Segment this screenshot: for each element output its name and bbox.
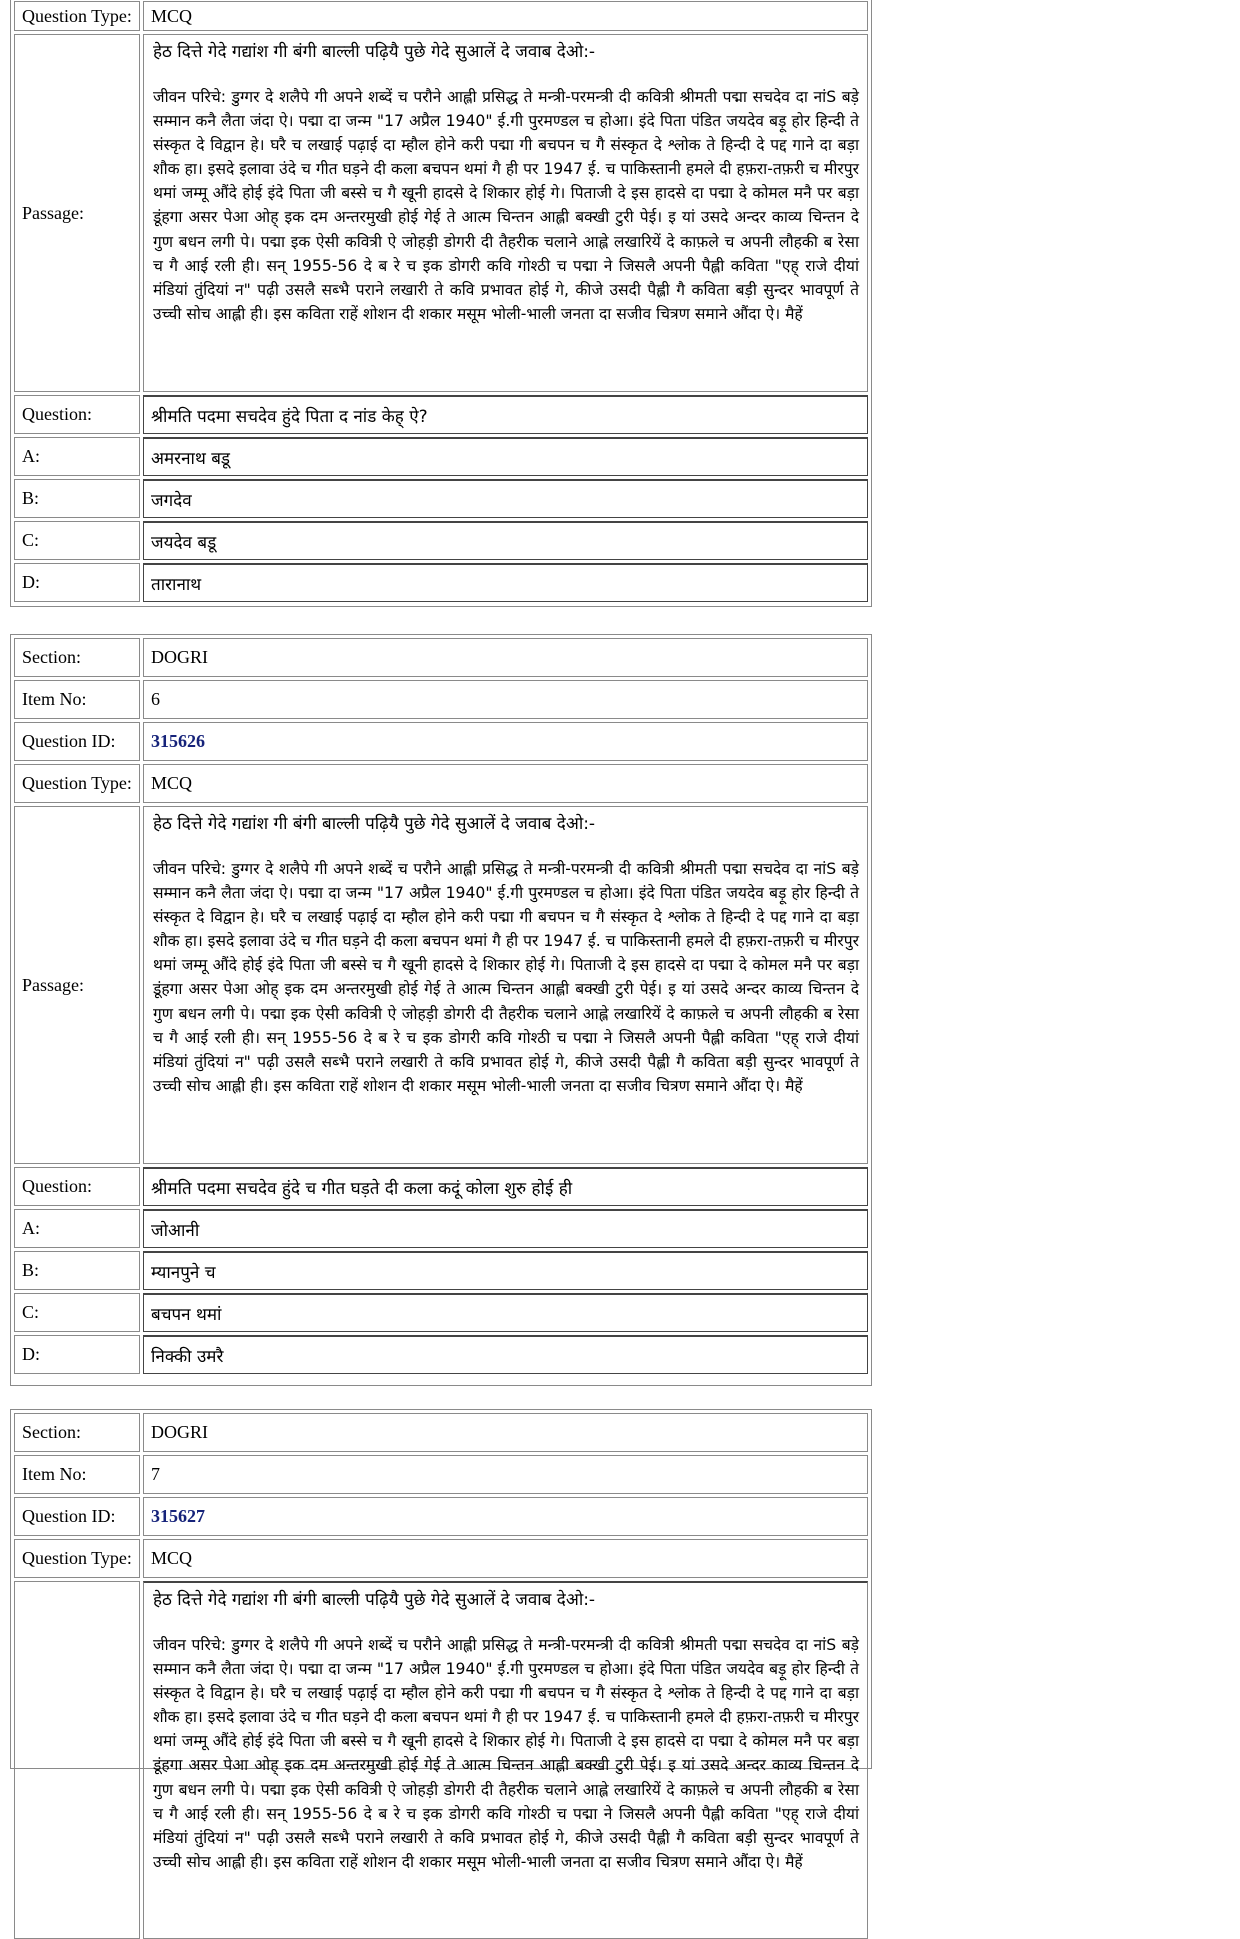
question-text: श्रीमति पदमा सचदेव हुंदे पिता द नांड केह् ऐ? — [143, 395, 868, 434]
section-label: Section: — [14, 1413, 140, 1452]
section-value: DOGRI — [143, 1413, 868, 1452]
passage-intro: हेठ दित्ते गेदे गद्यांश गी बंगी बाल्ली पढ़ियै पुछे गेदे सुआलें दे जवाब देओ:- — [153, 42, 596, 62]
question-block-5 — [10, 0, 872, 607]
question-type-label: Question Type: — [14, 764, 140, 803]
question-label: Question: — [14, 395, 140, 434]
option-a-label: A: — [14, 437, 140, 476]
option-b-label: B: — [14, 479, 140, 518]
option-b-text: जगदेव — [143, 479, 868, 518]
passage-text — [143, 34, 868, 392]
option-c-label: C: — [14, 1293, 140, 1332]
option-c-text: जयदेव बडू — [143, 521, 868, 560]
option-d-text: तारानाथ — [143, 563, 868, 602]
passage-label — [14, 1581, 140, 1939]
option-d-label: D: — [14, 1335, 140, 1374]
passage-label: Passage: — [14, 806, 140, 1164]
section-label: Section: — [14, 638, 140, 677]
passage-text — [143, 1581, 868, 1939]
passage-body: जीवन परिचे: डुग्गर दे शलैपे गी अपने शब्दें च परौने आह्ली प्रसिद्ध ते मन्त्री-परमन्त्री दी कवित्री श्रीमती पद्मा सचदेव दा नांS बड़े सम्मान कनै लैता जंदा ऐ। पद्मा दा जन्म "17 अप्रैल 1940" ई.गी पुरमण्डल च होआ। इंदे पिता पंडित जयदेव बड़ू होर हिन्दी ते संस्कृत दे विद्वान हे। घरै च लखाई पढ़ाई दा म्हौल होने करी पद्मा गी बचपन च गै संस्कृत दे श्लोक ते हिन्दी दे पद्द गाने दा बड़ा शौक हा। इसदे इलावा उंदे च गीत घड़ने दी कला बचपन थमां गै ही पर 1947 ई. च पाकिस्तानी हमले दी हफ़रा-तफ़री च मीरपुर थमां जम्मू औंदे होई इंदे पिता जी बस्से च गै खूनी हादसे दे शिकार होई गे। पिताजी दे इस हादसे दा पद्मा दे कोमल मनै पर बड़ा डूंहगा असर पेआ ओह् इक दम अन्तरमुखी होई गेई ते आत्म चिन्तन आह्ली बक्खी टुरी पेई। इ यां उसदे अन्दर काव्य चिन्तन दे गुण बधन लगी पे। पद्मा इक ऐसी कवित्री ऐ जोहड़ी डोगरी दी तैहरीक चलाने आह्ले लखारियें दे काफ़ले च अपनी लौहकी ब रेसा च गै आई रली ही। सन् 1955-56 दे ब रे च इक डोगरी कवि गोश्ठी च पद्मा ने जिसलै अपनी पैह्ली कविता "एह् राजे दीयां मंडियां तुंदियां न" पढ़ी उसलै सब्भै पराने लखारी ते कवि प्रभावत होई गे, कीजे उसदी पैह्ली गै कविता बड़ी सुन्दर भावपूर्ण ते उच्ची सोच आह्ली ही। इस कविता राहें शोशन दी शकार मसूम भोली-भाली जनता दा सजीव चित्रण समाने औंदा ऐ। मैहें — [153, 88, 859, 323]
option-a-label: A: — [14, 1209, 140, 1248]
passage-intro: हेठ दित्ते गेदे गद्यांश गी बंगी बाल्ली पढ़ियै पुछे गेदे सुआलें दे जवाब देओ:- — [153, 1590, 596, 1610]
passage-body: जीवन परिचे: डुग्गर दे शलैपे गी अपने शब्दें च परौने आह्ली प्रसिद्ध ते मन्त्री-परमन्त्री दी कवित्री श्रीमती पद्मा सचदेव दा नांS बड़े सम्मान कनै लैता जंदा ऐ। पद्मा दा जन्म "17 अप्रैल 1940" ई.गी पुरमण्डल च होआ। इंदे पिता पंडित जयदेव बड़ू होर हिन्दी ते संस्कृत दे विद्वान हे। घरै च लखाई पढ़ाई दा म्हौल होने करी पद्मा गी बचपन च गै संस्कृत दे श्लोक ते हिन्दी दे पद्द गाने दा बड़ा शौक हा। इसदे इलावा उंदे च गीत घड़ने दी कला बचपन थमां गै ही पर 1947 ई. च पाकिस्तानी हमले दी हफ़रा-तफ़री च मीरपुर थमां जम्मू औंदे होई इंदे पिता जी बस्से च गै खूनी हादसे दे शिकार होई गे। पिताजी दे इस हादसे दा पद्मा दे कोमल मनै पर बड़ा डूंहगा असर पेआ ओह् इक दम अन्तरमुखी होई गेई ते आत्म चिन्तन आह्ली बक्खी टुरी पेई। इ यां उसदे अन्दर काव्य चिन्तन दे गुण बधन लगी पे। पद्मा इक ऐसी कवित्री ऐ जोहड़ी डोगरी दी तैहरीक चलाने आह्ले लखारियें दे काफ़ले च अपनी लौहकी ब रेसा च गै आई रली ही। सन् 1955-56 दे ब रे च इक डोगरी कवि गोश्ठी च पद्मा ने जिसलै अपनी पैह्ली कविता "एह् राजे दीयां मंडियां तुंदियां न" पढ़ी उसलै सब्भै पराने लखारी ते कवि प्रभावत होई गे, कीजे उसदी पैह्ली गै कविता बड़ी सुन्दर भावपूर्ण ते उच्ची सोच आह्ली ही। इस कविता राहें शोशन दी शकार मसूम भोली-भाली जनता दा सजीव चित्रण समाने औंदा ऐ। मैहें — [153, 860, 859, 1095]
question-type-label: Question Type: — [14, 1539, 140, 1578]
question-text: श्रीमति पदमा सचदेव हुंदे च गीत घड़ते दी कला कदूं कोला शुरु होई ही — [143, 1167, 868, 1206]
question-type-value: MCQ — [143, 764, 868, 803]
option-b-label: B: — [14, 1251, 140, 1290]
question-type-value: MCQ — [143, 1539, 868, 1578]
option-a-text: जोआनी — [143, 1209, 868, 1248]
passage-intro: हेठ दित्ते गेदे गद्यांश गी बंगी बाल्ली पढ़ियै पुछे गेदे सुआलें दे जवाब देओ:- — [153, 814, 596, 834]
item-no-value: 7 — [143, 1455, 868, 1494]
question-block-6 — [10, 634, 872, 1386]
question-id-label: Question ID: — [14, 722, 140, 761]
option-c-text: बचपन थमां — [143, 1293, 868, 1332]
option-c-label: C: — [14, 521, 140, 560]
question-type-label: Question Type: — [14, 1, 140, 31]
question-block-7 — [10, 1409, 872, 1871]
option-a-text: अमरनाथ बडू — [143, 437, 868, 476]
section-value: DOGRI — [143, 638, 868, 677]
question-id-value: 315626 — [143, 722, 868, 761]
option-b-text: म्यानपुने च — [143, 1251, 868, 1290]
item-no-label: Item No: — [14, 680, 140, 719]
passage-body: जीवन परिचे: डुग्गर दे शलैपे गी अपने शब्दें च परौने आह्ली प्रसिद्ध ते मन्त्री-परमन्त्री दी कवित्री श्रीमती पद्मा सचदेव दा नांS बड़े सम्मान कनै लैता जंदा ऐ। पद्मा दा जन्म "17 अप्रैल 1940" ई.गी पुरमण्डल च होआ। इंदे पिता पंडित जयदेव बड़ू होर हिन्दी ते संस्कृत दे विद्वान हे। घरै च लखाई पढ़ाई दा म्हौल होने करी पद्मा गी बचपन च गै संस्कृत दे श्लोक ते हिन्दी दे पद्द गाने दा बड़ा शौक हा। इसदे इलावा उंदे च गीत घड़ने दी कला बचपन थमां गै ही पर 1947 ई. च पाकिस्तानी हमले दी हफ़रा-तफ़री च मीरपुर थमां जम्मू औंदे होई इंदे पिता जी बस्से च गै खूनी हादसे दे शिकार होई गे। पिताजी दे इस हादसे दा पद्मा दे कोमल मनै पर बड़ा डूंहगा असर पेआ ओह् इक दम अन्तरमुखी होई गेई ते आत्म चिन्तन आह्ली बक्खी टुरी पेई। इ यां उसदे अन्दर काव्य चिन्तन दे गुण बधन लगी पे। पद्मा इक ऐसी कवित्री ऐ जोहड़ी डोगरी दी तैहरीक चलाने आह्ले लखारियें दे काफ़ले च अपनी लौहकी ब रेसा च गै आई रली ही। सन् 1955-56 दे ब रे च इक डोगरी कवि गोश्ठी च पद्मा ने जिसलै अपनी पैह्ली कविता "एह् राजे दीयां मंडियां तुंदियां न" पढ़ी उसलै सब्भै पराने लखारी ते कवि प्रभावत होई गे, कीजे उसदी पैह्ली गै कविता बड़ी सुन्दर भावपूर्ण ते उच्ची सोच आह्ली ही। इस कविता राहें शोशन दी शकार मसूम भोली-भाली जनता दा सजीव चित्रण समाने औंदा ऐ। मैहें — [153, 1636, 859, 1871]
item-no-label: Item No: — [14, 1455, 140, 1494]
question-id-value: 315627 — [143, 1497, 868, 1536]
question-type-value: MCQ — [143, 1, 868, 31]
item-no-value: 6 — [143, 680, 868, 719]
option-d-label: D: — [14, 563, 140, 602]
option-d-text: निक्की उमरै — [143, 1335, 868, 1374]
question-id-label: Question ID: — [14, 1497, 140, 1536]
passage-label: Passage: — [14, 34, 140, 392]
question-label: Question: — [14, 1167, 140, 1206]
passage-text — [143, 806, 868, 1164]
